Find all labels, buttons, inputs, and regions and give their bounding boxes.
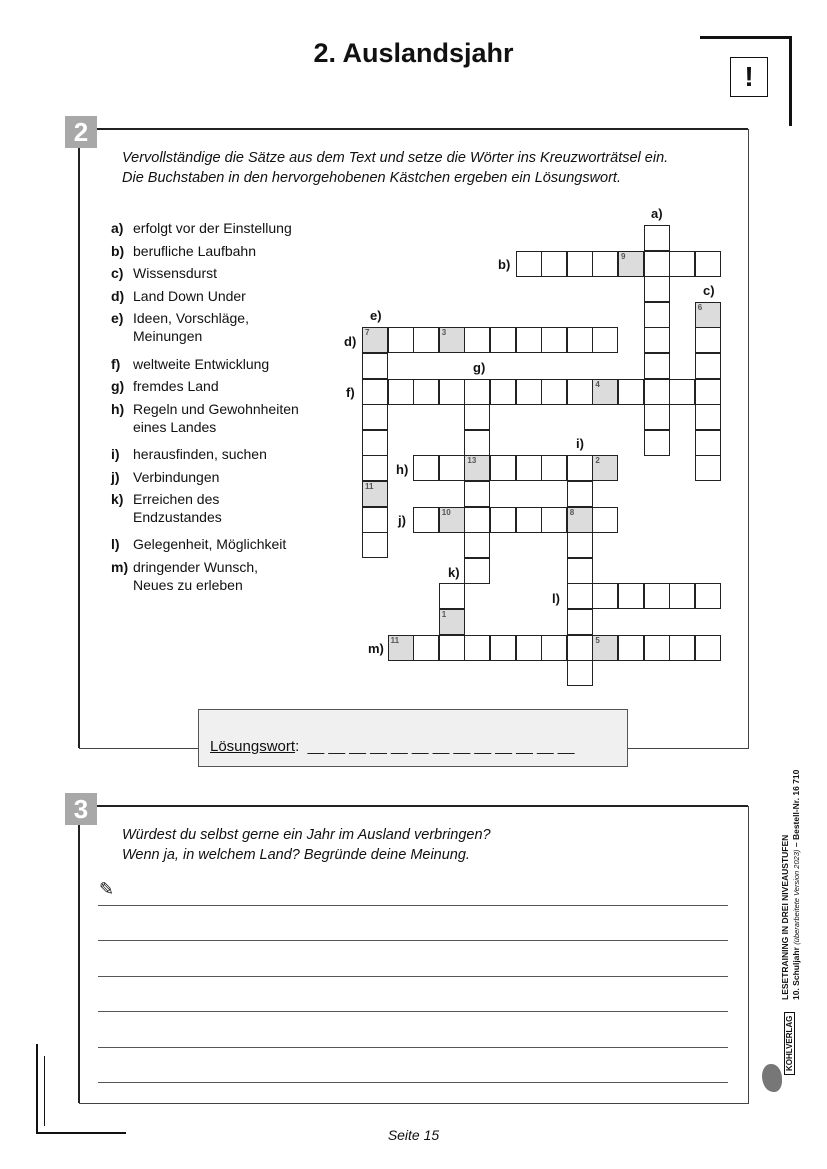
solution-number: 6 — [697, 302, 703, 312]
crossword-cell[interactable] — [362, 532, 388, 558]
crossword-cell[interactable] — [567, 532, 593, 558]
clue-letter: i) — [111, 445, 120, 462]
writing-line[interactable] — [98, 1011, 728, 1012]
crossword-cell[interactable] — [567, 558, 593, 584]
clue-item — [111, 556, 336, 601]
clue-letter: g) — [111, 378, 125, 395]
crossword-cell[interactable] — [516, 455, 542, 481]
crossword-cell[interactable] — [567, 583, 593, 609]
solution-row — [210, 738, 575, 755]
solution-number: 3 — [441, 328, 447, 338]
crossword-cell[interactable] — [644, 276, 670, 302]
crossword-label: g) — [473, 360, 486, 375]
crossword-cell[interactable] — [362, 455, 388, 481]
clue-list — [111, 217, 336, 601]
crossword-cell[interactable] — [567, 635, 593, 661]
crossword-cell[interactable] — [541, 507, 567, 533]
clue-item — [111, 466, 336, 489]
solution-label: Lösungswort — [210, 738, 296, 755]
pencil-icon: ✎ — [99, 879, 115, 899]
instruction-line: Vervollständige die Sätze aus dem Text und setze die Wörter ins Kreuzworträtsel ein. — [122, 150, 669, 166]
solution-number: 2 — [595, 456, 600, 466]
solution-number: 1 — [441, 610, 447, 619]
crossword-solution-cell[interactable] — [618, 251, 644, 277]
crossword-cell[interactable] — [567, 481, 593, 507]
crossword-cell[interactable] — [516, 251, 542, 277]
crossword-solution-cell[interactable] — [388, 635, 414, 661]
clue-text-continued: Meinungen — [133, 328, 203, 345]
page-title: 2. Auslandsjahr — [313, 38, 514, 68]
crossword-cell[interactable] — [644, 225, 670, 251]
solution-number: 9 — [621, 251, 626, 261]
crossword-cell[interactable] — [490, 635, 516, 661]
crossword-cell[interactable] — [695, 404, 721, 430]
crossword-cell[interactable] — [464, 532, 490, 558]
crossword-cell[interactable] — [669, 583, 695, 609]
clue-item — [111, 533, 336, 556]
crossword-cell[interactable] — [644, 302, 670, 328]
crossword-cell[interactable] — [388, 327, 414, 353]
crossword-cell[interactable] — [567, 609, 593, 635]
clue-item — [111, 398, 336, 443]
clue-letter: f) — [111, 355, 121, 372]
crossword-cell[interactable] — [618, 583, 644, 609]
crossword-label: i) — [576, 436, 584, 451]
crossword-cell[interactable] — [695, 430, 721, 456]
crossword-label: m) — [368, 641, 384, 656]
publisher-logo: KOHLVERLAG — [784, 1012, 795, 1075]
publisher-sidebar — [780, 770, 802, 1000]
crossword-cell[interactable] — [695, 455, 721, 481]
writing-line[interactable] — [98, 1047, 728, 1048]
task2-instruction — [122, 148, 742, 188]
crossword-label: c) — [703, 283, 715, 298]
clue-text: Ideen, Vorschläge, — [133, 310, 249, 327]
crossword-cell[interactable] — [695, 251, 721, 277]
crossword-cell[interactable] — [592, 583, 618, 609]
crossword-cell[interactable] — [439, 635, 465, 661]
crossword-solution-cell[interactable] — [362, 327, 388, 353]
crossword-label: k) — [448, 565, 460, 580]
crossword-cell[interactable] — [644, 379, 670, 405]
order-number: – Bestell-Nr. 16 710 — [791, 769, 801, 848]
crossword-label: e) — [370, 308, 382, 323]
crossword-cell[interactable] — [490, 379, 516, 405]
crossword-cell[interactable] — [413, 379, 439, 405]
clue-item — [111, 285, 336, 308]
clue-letter: b) — [111, 242, 125, 259]
crossword-cell[interactable] — [618, 379, 644, 405]
clue-text: weltweite Entwicklung — [133, 355, 270, 372]
clue-text: dringender Wunsch, — [133, 558, 259, 575]
solution-number: 4 — [595, 379, 600, 389]
crossword-cell[interactable] — [695, 583, 721, 609]
crossword-solution-cell[interactable] — [439, 609, 465, 635]
clue-letter: j) — [111, 468, 120, 485]
crossword-solution-cell[interactable] — [567, 507, 593, 533]
crossword-label: j) — [398, 513, 406, 528]
solution-number: 5 — [595, 635, 600, 645]
crossword-cell[interactable] — [541, 455, 567, 481]
crossword-cell[interactable] — [439, 455, 465, 481]
clue-text: Regeln und Gewohnheiten — [133, 400, 299, 417]
clue-text: fremdes Land — [133, 378, 219, 395]
clue-item — [111, 353, 336, 376]
crossword-cell[interactable] — [592, 327, 618, 353]
crossword-cell[interactable] — [464, 481, 490, 507]
crossword-cell[interactable] — [413, 327, 439, 353]
crossword-cell[interactable] — [413, 455, 439, 481]
crossword-cell[interactable] — [644, 583, 670, 609]
crossword-cell[interactable] — [362, 430, 388, 456]
crossword-label: h) — [396, 462, 409, 477]
clue-item — [111, 443, 336, 466]
clue-letter: l) — [111, 536, 120, 553]
clue-letter: a) — [111, 220, 124, 236]
page-number: Seite 15 — [387, 1127, 440, 1143]
corner-decoration — [44, 1056, 45, 1126]
crossword-cell[interactable] — [592, 251, 618, 277]
crossword-cell[interactable] — [618, 635, 644, 661]
crossword-cell[interactable] — [567, 251, 593, 277]
crossword-cell[interactable] — [413, 507, 439, 533]
crossword-cell[interactable] — [490, 455, 516, 481]
crossword-solution-cell[interactable] — [592, 455, 618, 481]
corner-decoration — [36, 1044, 38, 1134]
crossword-solution-cell[interactable] — [464, 455, 490, 481]
solution-colon: : — [295, 738, 300, 755]
crossword-cell[interactable] — [669, 251, 695, 277]
clue-letter: d) — [111, 287, 125, 304]
exclamation-badge: ! — [730, 57, 768, 97]
crossword-cell[interactable] — [439, 379, 465, 405]
question-line: Würdest du selbst gerne ein Jahr im Ausland verbringen? — [122, 827, 491, 843]
crossword-cell[interactable] — [541, 327, 567, 353]
solution-number: 11 — [365, 482, 374, 491]
clue-item — [111, 488, 336, 533]
question-line: Wenn ja, in welchem Land? Begründe deine Meinung. — [122, 847, 470, 863]
clue-letter: k) — [111, 491, 124, 508]
solution-number: 10 — [441, 507, 451, 517]
clue-letter: e) — [111, 310, 124, 327]
crossword-label: d) — [344, 334, 357, 349]
crossword-cell[interactable] — [644, 635, 670, 661]
crossword-cell[interactable] — [695, 353, 721, 379]
clue-text: Erreichen des — [133, 491, 220, 508]
clue-letter: c) — [111, 265, 124, 282]
writing-line[interactable] — [98, 905, 728, 906]
clue-text: berufliche Laufbahn — [133, 242, 256, 259]
clue-item — [111, 262, 336, 285]
crossword-label: f) — [346, 385, 355, 400]
clue-text: Gelegenheit, Möglichkeit — [133, 536, 287, 553]
crossword-cell[interactable] — [669, 635, 695, 661]
crossword-cell[interactable] — [567, 660, 593, 686]
instruction-line: Die Buchstaben in den hervorgehobenen Kästchen ergeben ein Lösungswort. — [122, 170, 621, 186]
clue-text-continued: eines Landes — [133, 418, 217, 435]
crossword-cell[interactable] — [644, 353, 670, 379]
clue-letter: m) — [111, 558, 129, 575]
solution-number: 13 — [467, 456, 477, 466]
crossword-solution-cell[interactable] — [362, 481, 388, 507]
task3-number: 3 — [65, 793, 97, 825]
crossword-solution-cell[interactable] — [592, 379, 618, 405]
crossword-cell[interactable] — [592, 507, 618, 533]
crossword-cell[interactable] — [362, 404, 388, 430]
corner-decoration — [789, 36, 792, 126]
task3-question — [122, 825, 722, 865]
clue-text: Wissensdurst — [133, 265, 218, 282]
crossword-cell[interactable] — [644, 404, 670, 430]
clue-text-continued: Endzustandes — [133, 509, 222, 526]
clue-text: Land Down Under — [133, 287, 246, 304]
crossword-cell[interactable] — [490, 327, 516, 353]
crossword-solution-cell[interactable] — [592, 635, 618, 661]
crossword-cell[interactable] — [464, 404, 490, 430]
writing-line[interactable] — [98, 1082, 728, 1083]
task2-number: 2 — [65, 116, 97, 148]
solution-number: 7 — [365, 328, 370, 338]
solution-number: 11 — [390, 635, 400, 645]
writing-line[interactable] — [98, 940, 728, 941]
crossword-cell[interactable] — [464, 558, 490, 584]
crossword-cell[interactable] — [464, 507, 490, 533]
writing-line[interactable] — [98, 976, 728, 977]
crossword-cell[interactable] — [541, 635, 567, 661]
clue-text-continued: Neues zu erleben — [133, 576, 243, 593]
clue-letter: h) — [111, 400, 125, 417]
crossword-cell[interactable] — [362, 507, 388, 533]
crossword-solution-cell[interactable] — [439, 507, 465, 533]
crossword-cell[interactable] — [362, 353, 388, 379]
clue-item — [111, 217, 336, 240]
clue-item — [111, 307, 336, 352]
crossword-cell[interactable] — [695, 327, 721, 353]
clue-item — [111, 240, 336, 263]
crossword-cell[interactable] — [516, 379, 542, 405]
clue-text: herausfinden, suchen — [133, 445, 267, 462]
crossword-cell[interactable] — [464, 327, 490, 353]
crossword-cell[interactable] — [567, 455, 593, 481]
crossword-cell[interactable] — [516, 327, 542, 353]
crossword-cell[interactable] — [541, 379, 567, 405]
publisher-logo-icon — [762, 1064, 782, 1092]
crossword-solution-cell[interactable] — [695, 302, 721, 328]
crossword-cell[interactable] — [464, 379, 490, 405]
crossword-cell[interactable] — [644, 327, 670, 353]
crossword-cell[interactable] — [695, 635, 721, 661]
solution-blanks[interactable]: __ __ __ __ __ __ __ __ __ __ __ __ __ — [307, 738, 575, 755]
corner-decoration — [700, 36, 792, 39]
crossword-cell[interactable] — [541, 251, 567, 277]
clue-text: Verbindungen — [133, 468, 220, 485]
crossword-cell[interactable] — [567, 327, 593, 353]
clue-text: erfolgt vor der Einstellung — [133, 220, 292, 236]
crossword-label: l) — [552, 591, 560, 606]
crossword-solution-cell[interactable] — [439, 327, 465, 353]
crossword-cell[interactable] — [516, 507, 542, 533]
crossword-cell[interactable] — [669, 379, 695, 405]
crossword-cell[interactable] — [362, 379, 388, 405]
crossword-label: b) — [498, 257, 511, 272]
clue-item — [111, 375, 336, 398]
version-note: (überarbeitete Version 2023) — [792, 849, 801, 945]
crossword-cell[interactable] — [388, 379, 414, 405]
crossword-cell[interactable] — [695, 379, 721, 405]
crossword-cell[interactable] — [516, 635, 542, 661]
crossword-cell[interactable] — [490, 507, 516, 533]
crossword-cell[interactable] — [464, 635, 490, 661]
series-title: LESETRAINING IN DREI NIVEAUSTUFEN — [780, 834, 790, 1000]
solution-number: 8 — [569, 507, 575, 517]
crossword-label: a) — [651, 206, 663, 221]
crossword-cell[interactable] — [644, 251, 670, 277]
crossword-cell[interactable] — [464, 430, 490, 456]
crossword-cell[interactable] — [413, 635, 439, 661]
crossword-cell[interactable] — [567, 379, 593, 405]
crossword-cell[interactable] — [644, 430, 670, 456]
crossword-cell[interactable] — [439, 583, 465, 609]
grade-line: 10. Schuljahr (überarbeitete Version 2023) – Bestell-Nr. 16 710 — [791, 769, 801, 1000]
